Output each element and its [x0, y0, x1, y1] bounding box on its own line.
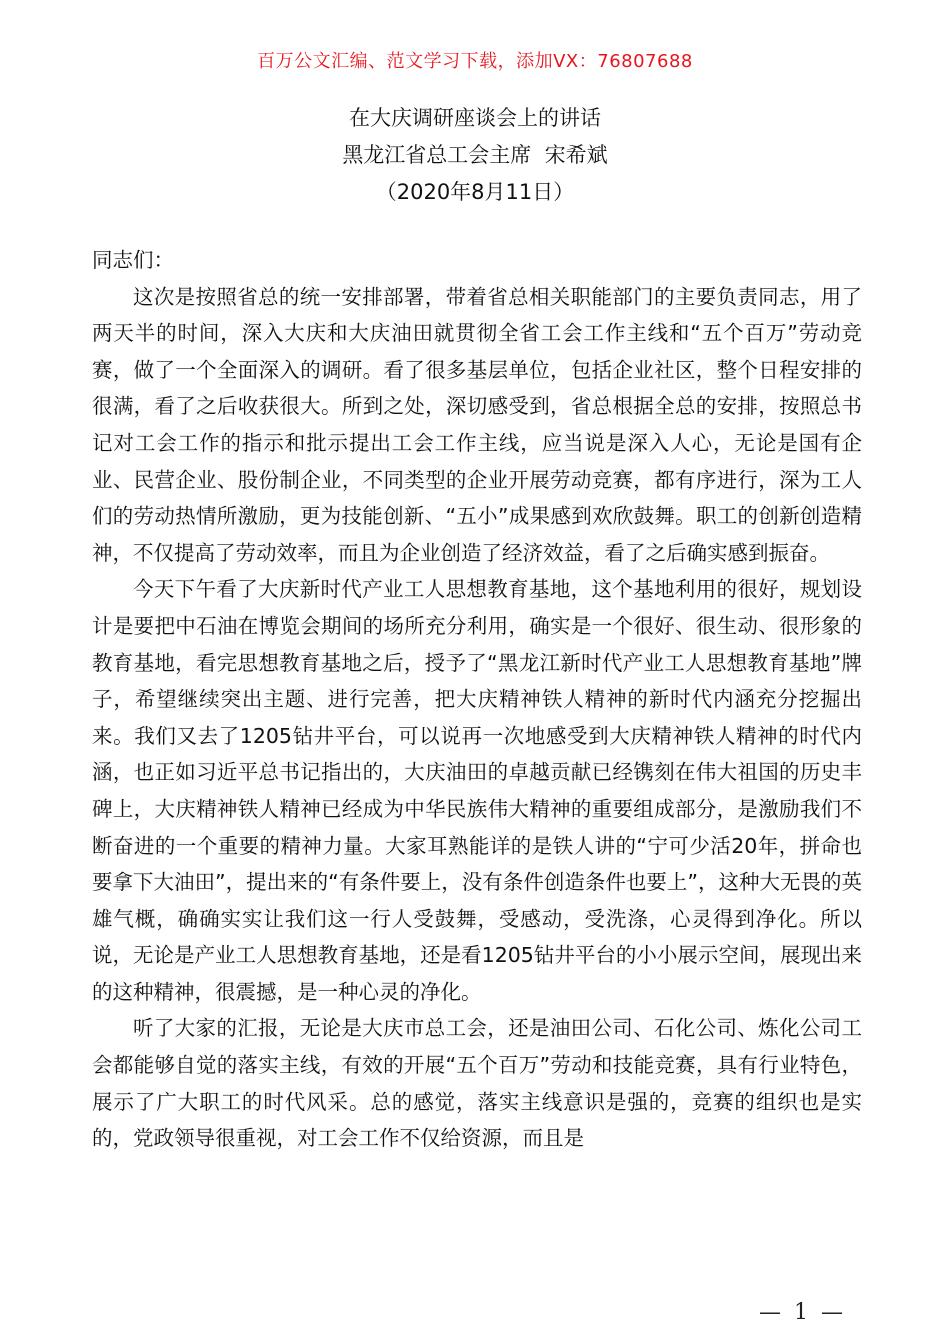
document-author: 黑龙江省总工会主席 宋希斌	[342, 143, 608, 167]
paragraph: 今天下午看了大庆新时代产业工人思想教育基地，这个基地利用的很好，规划设计是要把中石油在博览会期间的场所充分利用，确实是一个很好、很生动、很形象的教育基地，看完思想教育基地之后，授予了“黑龙江新时代产业工人思想教育基地”牌子，希望继续突出主题、进行完善，把大庆精神铁人精神的新时代内涵充分挖掘出来。我们又去了1205钻井平台，可以说再一次地感受到大庆精神铁人精神的时代内涵，也正如习近平总书记指出的，大庆油田的卓越贡献已经镌刻在伟大祖国的历史丰碑上，大庆精神铁人精神已经成为中华民族伟大精神的重要组成部分，是激励我们不断奋进的一个重要的精神力量。大家耳熟能详的是铁人讲的“宁可少活20年，拼命也要拿下大油田”，提出来的“有条件要上，没有条件创造条件也要上”，这种大无畏的英雄气概，确确实实让我们这一行人受鼓舞，受感动，受洗涤，心灵得到净化。所以说，无论是产业工人思想教育基地，还是看1205钻井平台的小小展示空间，展现出来的这种精神，很震撼，是一种心灵的净化。	[92, 577, 862, 1004]
watermark-banner: 百万公文汇编、范文学习下载，添加VX：76807688	[257, 51, 693, 72]
salutation: 同志们：	[92, 248, 174, 272]
paragraph: 这次是按照省总的统一安排部署，带着省总相关职能部门的主要负责同志，用了两天半的时间，深入大庆和大庆油田就贯彻全省工会工作主线和“五个百万”劳动竞赛，做了一个全面深入的调研。看了很多基层单位，包括企业社区，整个日程安排的很满，看了之后收获很大。所到之处，深切感受到，省总根据全总的安排，按照总书记对工会工作的指示和批示提出工会工作主线，应当说是深入人心，无论是国有企业、民营企业、股份制企业，不同类型的企业开展劳动竞赛，都有序进行，深为工人们的劳动热情所激励，更为技能创新、“五小”成果感到欢欣鼓舞。职工的创新创造精神，不仅提高了劳动效率，而且为企业创造了经济效益，看了之后确实感到振奋。	[92, 284, 862, 565]
page-number: — 1 —	[759, 1300, 846, 1325]
document-title: 在大庆调研座谈会上的讲话	[349, 106, 601, 130]
paragraph: 听了大家的汇报，无论是大庆市总工会，还是油田公司、石化公司、炼化公司工会都能够自觉的落实主线，有效的开展“五个百万”劳动和技能竞赛，具有行业特色，展示了广大职工的时代风采。总的感觉，落实主线意识是强的，竞赛的组织也是实的，党政领导很重视，对工会工作不仅给资源，而且是	[92, 1016, 862, 1151]
title-block	[0, 100, 950, 211]
document-body	[92, 242, 862, 1157]
document-date: （2020年8月11日）	[375, 180, 575, 204]
